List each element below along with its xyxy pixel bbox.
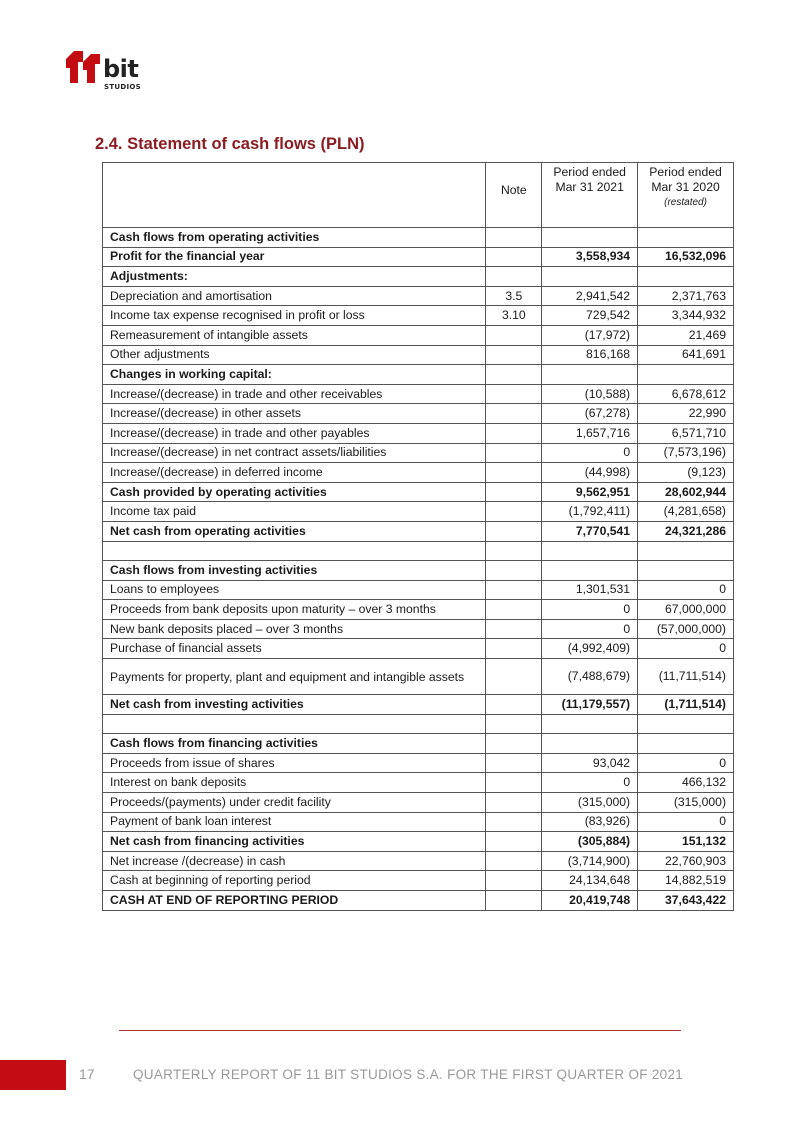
table-row — [103, 443, 734, 463]
row-value-2021: (305,884) — [542, 832, 638, 852]
footer-accent-block — [0, 1060, 66, 1090]
row-note — [486, 639, 542, 659]
row-label: Net cash from financing activities — [103, 832, 486, 852]
table-row — [103, 600, 734, 620]
row-value-2020: 28,602,944 — [638, 482, 734, 502]
row-label — [103, 714, 486, 734]
page-number: 17 — [79, 1066, 95, 1082]
row-note — [486, 463, 542, 483]
row-note — [486, 812, 542, 832]
row-value-2020: 24,321,286 — [638, 521, 734, 541]
row-value-2020: (7,573,196) — [638, 443, 734, 463]
header-period-2020 — [638, 163, 734, 228]
header-restated-note: (restated) — [664, 197, 707, 208]
row-note — [486, 753, 542, 773]
table-row — [103, 482, 734, 502]
table-row — [103, 832, 734, 852]
header-note: Note — [500, 183, 527, 197]
row-value-2021: (7,488,679) — [542, 659, 638, 695]
row-label: Increase/(decrease) in trade and other payables — [103, 423, 486, 443]
row-value-2020: 0 — [638, 812, 734, 832]
row-label: Other adjustments — [103, 345, 486, 365]
row-note: 3.5 — [486, 286, 542, 306]
row-value-2020: (57,000,000) — [638, 619, 734, 639]
row-value-2021: (10,588) — [542, 384, 638, 404]
table-row — [103, 851, 734, 871]
row-value-2021 — [542, 561, 638, 581]
row-label: Increase/(decrease) in net contract assets/liabilities — [103, 443, 486, 463]
row-value-2020: 14,882,519 — [638, 871, 734, 891]
row-value-2021: (17,972) — [542, 325, 638, 345]
logo-wordmark: bit — [103, 55, 139, 83]
row-value-2021: 3,558,934 — [542, 247, 638, 267]
row-label: New bank deposits placed – over 3 months — [103, 619, 486, 639]
row-label: Depreciation and amortisation — [103, 286, 486, 306]
row-value-2020: 6,678,612 — [638, 384, 734, 404]
table-row — [103, 384, 734, 404]
row-note — [486, 793, 542, 813]
row-value-2020: 0 — [638, 639, 734, 659]
header-period-2021-line1: Period ended — [553, 165, 626, 179]
row-label: Proceeds/(payments) under credit facility — [103, 793, 486, 813]
table-row — [103, 561, 734, 581]
row-note — [486, 714, 542, 734]
row-label: Proceeds from bank deposits upon maturity – over 3 months — [103, 600, 486, 620]
row-value-2020: 3,344,932 — [638, 306, 734, 326]
row-value-2020: 22,760,903 — [638, 851, 734, 871]
row-label: Cash flows from investing activities — [103, 561, 486, 581]
row-value-2020: 0 — [638, 753, 734, 773]
row-value-2021: (315,000) — [542, 793, 638, 813]
row-note — [486, 851, 542, 871]
row-note — [486, 267, 542, 287]
table-row — [103, 423, 734, 443]
row-note — [486, 325, 542, 345]
row-value-2021: (67,278) — [542, 404, 638, 424]
row-value-2021: 7,770,541 — [542, 521, 638, 541]
logo-subtitle: STUDIOS — [104, 83, 142, 91]
row-value-2020: 6,571,710 — [638, 423, 734, 443]
table-row — [103, 267, 734, 287]
row-value-2020: 16,532,096 — [638, 247, 734, 267]
row-value-2021 — [542, 714, 638, 734]
header-period-2021-line2: Mar 31 2021 — [555, 180, 624, 194]
table-row — [103, 753, 734, 773]
row-label: Increase/(decrease) in trade and other receivables — [103, 384, 486, 404]
row-note — [486, 502, 542, 522]
row-note — [486, 891, 542, 911]
row-value-2021: 0 — [542, 773, 638, 793]
row-label: Cash provided by operating activities — [103, 482, 486, 502]
row-value-2021: 1,657,716 — [542, 423, 638, 443]
table-row — [103, 891, 734, 911]
row-note — [486, 423, 542, 443]
row-value-2021: 93,042 — [542, 753, 638, 773]
row-value-2021: 0 — [542, 619, 638, 639]
row-value-2021: 20,419,748 — [542, 891, 638, 911]
table-row — [103, 365, 734, 385]
table-row — [103, 286, 734, 306]
row-value-2020: (9,123) — [638, 463, 734, 483]
footer-report-title: QUARTERLY REPORT OF 11 BIT STUDIOS S.A. FOR THE FIRST QUARTER OF 2021 — [133, 1067, 684, 1082]
row-value-2020: (1,711,514) — [638, 695, 734, 715]
row-value-2021: (44,998) — [542, 463, 638, 483]
table-row — [103, 734, 734, 754]
row-value-2020: (315,000) — [638, 793, 734, 813]
row-value-2021 — [542, 228, 638, 248]
row-value-2020: (11,711,514) — [638, 659, 734, 695]
row-label: Increase/(decrease) in other assets — [103, 404, 486, 424]
row-label: Payment of bank loan interest — [103, 812, 486, 832]
row-label: Proceeds from issue of shares — [103, 753, 486, 773]
row-label: CASH AT END OF REPORTING PERIOD — [103, 891, 486, 911]
row-note — [486, 734, 542, 754]
row-value-2020: 641,691 — [638, 345, 734, 365]
row-note — [486, 443, 542, 463]
table-row — [103, 639, 734, 659]
row-label: Cash flows from financing activities — [103, 734, 486, 754]
row-label: Cash flows from operating activities — [103, 228, 486, 248]
row-note — [486, 228, 542, 248]
table-row — [103, 404, 734, 424]
row-label: Payments for property, plant and equipment and intangible assets — [103, 659, 486, 695]
row-label: Purchase of financial assets — [103, 639, 486, 659]
row-value-2020: 466,132 — [638, 773, 734, 793]
table-row — [103, 306, 734, 326]
header-period-2020-line2: Mar 31 2020 — [651, 180, 720, 194]
row-value-2021 — [542, 734, 638, 754]
row-note — [486, 247, 542, 267]
row-value-2021: (3,714,900) — [542, 851, 638, 871]
row-label — [103, 541, 486, 561]
row-note — [486, 561, 542, 581]
row-note — [486, 659, 542, 695]
table-row — [103, 695, 734, 715]
table-row — [103, 580, 734, 600]
header-empty-cell — [103, 163, 486, 228]
row-value-2020 — [638, 734, 734, 754]
row-value-2020: 37,643,422 — [638, 891, 734, 911]
row-label: Remeasurement of intangible assets — [103, 325, 486, 345]
row-value-2020: 2,371,763 — [638, 286, 734, 306]
row-value-2020 — [638, 561, 734, 581]
row-value-2020: 22,990 — [638, 404, 734, 424]
row-label: Income tax expense recognised in profit or loss — [103, 306, 486, 326]
row-note — [486, 871, 542, 891]
table-row — [103, 345, 734, 365]
header-period-2021 — [542, 163, 638, 228]
header-period-2020-line1: Period ended — [649, 165, 722, 179]
table-row — [103, 521, 734, 541]
table-row — [103, 325, 734, 345]
row-value-2020 — [638, 267, 734, 287]
row-label: Profit for the financial year — [103, 247, 486, 267]
row-note — [486, 521, 542, 541]
row-label: Net cash from operating activities — [103, 521, 486, 541]
row-note — [486, 482, 542, 502]
row-value-2020: 0 — [638, 580, 734, 600]
row-note — [486, 384, 542, 404]
row-note — [486, 619, 542, 639]
row-note — [486, 365, 542, 385]
footer-divider — [119, 1030, 681, 1031]
row-value-2020: 21,469 — [638, 325, 734, 345]
row-value-2021 — [542, 267, 638, 287]
row-value-2021: 1,301,531 — [542, 580, 638, 600]
row-value-2021: 816,168 — [542, 345, 638, 365]
row-value-2021: 9,562,951 — [542, 482, 638, 502]
cash-flow-table — [102, 162, 734, 911]
row-value-2021: 24,134,648 — [542, 871, 638, 891]
row-value-2021 — [542, 541, 638, 561]
table-row — [103, 773, 734, 793]
row-value-2020 — [638, 228, 734, 248]
row-value-2021: 729,542 — [542, 306, 638, 326]
row-value-2021: 2,941,542 — [542, 286, 638, 306]
row-value-2021: (4,992,409) — [542, 639, 638, 659]
table-row — [103, 714, 734, 734]
row-label: Income tax paid — [103, 502, 486, 522]
row-value-2021: (83,926) — [542, 812, 638, 832]
row-label: Increase/(decrease) in deferred income — [103, 463, 486, 483]
section-title: 2.4. Statement of cash flows (PLN) — [95, 135, 365, 153]
row-note — [486, 345, 542, 365]
row-value-2020 — [638, 541, 734, 561]
row-label: Loans to employees — [103, 580, 486, 600]
table-row — [103, 619, 734, 639]
row-note — [486, 773, 542, 793]
row-note: 3.10 — [486, 306, 542, 326]
row-label: Net cash from investing activities — [103, 695, 486, 715]
row-note — [486, 580, 542, 600]
table-row — [103, 247, 734, 267]
row-note — [486, 695, 542, 715]
header-note-cell — [486, 163, 542, 228]
row-value-2020: (4,281,658) — [638, 502, 734, 522]
table-row — [103, 812, 734, 832]
row-note — [486, 404, 542, 424]
table-row — [103, 793, 734, 813]
table-header-row — [103, 163, 734, 228]
row-value-2021: 0 — [542, 600, 638, 620]
table-row — [103, 659, 734, 695]
row-label: Net increase /(decrease) in cash — [103, 851, 486, 871]
row-value-2021 — [542, 365, 638, 385]
row-value-2020: 67,000,000 — [638, 600, 734, 620]
row-value-2020: 151,132 — [638, 832, 734, 852]
row-note — [486, 541, 542, 561]
table-row — [103, 871, 734, 891]
row-note — [486, 600, 542, 620]
row-label: Interest on bank deposits — [103, 773, 486, 793]
row-note — [486, 832, 542, 852]
row-label: Cash at beginning of reporting period — [103, 871, 486, 891]
row-value-2020 — [638, 365, 734, 385]
row-value-2021: (1,792,411) — [542, 502, 638, 522]
row-value-2020 — [638, 714, 734, 734]
row-value-2021: 0 — [542, 443, 638, 463]
table-row — [103, 463, 734, 483]
row-label: Changes in working capital: — [103, 365, 486, 385]
row-value-2021: (11,179,557) — [542, 695, 638, 715]
table-row — [103, 502, 734, 522]
table-row — [103, 541, 734, 561]
row-label: Adjustments: — [103, 267, 486, 287]
table-row — [103, 228, 734, 248]
